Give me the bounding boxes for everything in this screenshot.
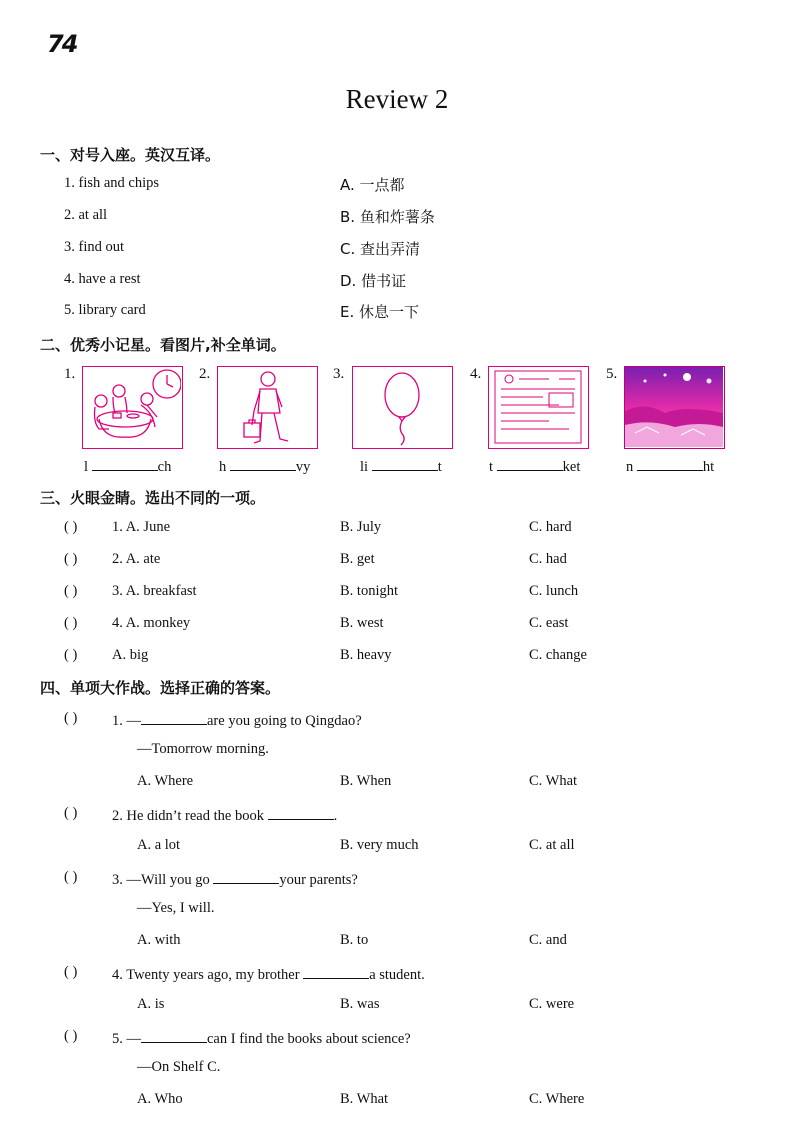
- q2-blank[interactable]: [268, 805, 334, 820]
- q1-reply: —Tomorrow morning.: [137, 741, 269, 757]
- s3-option-c-4: C. east: [529, 615, 569, 631]
- s3-paren-4[interactable]: ( ): [64, 615, 78, 631]
- s3-option-b-2: B. get: [340, 551, 375, 567]
- q1-option-b: B. When: [340, 773, 392, 789]
- s1-left-2: 2. at all: [64, 207, 108, 223]
- s3-paren-1[interactable]: ( ): [64, 519, 78, 535]
- heavy-picture: [217, 366, 318, 449]
- s3-paren-3[interactable]: ( ): [64, 583, 78, 599]
- q1-blank[interactable]: [141, 710, 207, 725]
- s3-option-a-3: 3. A. breakfast: [112, 583, 197, 599]
- s1-right-d: D. 借书证: [340, 272, 407, 290]
- ticket-picture: [488, 366, 589, 449]
- q1-paren[interactable]: ( ): [64, 710, 78, 726]
- s1-right-e: E. 休息一下: [340, 303, 420, 321]
- q2-option-a: A. a lot: [137, 837, 181, 853]
- s3-option-a-4: 4. A. monkey: [112, 615, 191, 631]
- word-3-blank[interactable]: [372, 456, 438, 471]
- q2-question: 2. He didn’t read the book .: [112, 805, 337, 825]
- q3-blank[interactable]: [213, 869, 279, 884]
- q5-option-a: A. Who: [137, 1091, 183, 1107]
- night-picture: [624, 366, 725, 449]
- word-5-blank[interactable]: [637, 456, 703, 471]
- s3-option-b-1: B. July: [340, 519, 382, 535]
- family-lunch-icon: [83, 367, 181, 447]
- q1-option-a: A. Where: [137, 773, 194, 789]
- s3-paren-2[interactable]: ( ): [64, 551, 78, 567]
- q1-option-c: C. What: [529, 773, 578, 789]
- s1-right-b: B. 鱼和炸薯条: [340, 208, 435, 226]
- s1-right-a: A. 一点都: [340, 176, 405, 194]
- pic-number-4: 4.: [470, 366, 482, 382]
- lunch-picture: [82, 366, 183, 449]
- q4-question: 4. Twenty years ago, my brother a student.: [112, 964, 425, 984]
- pic-number-1: 1.: [64, 366, 76, 382]
- pic-number-5: 5.: [606, 366, 618, 382]
- s3-option-b-3: B. tonight: [340, 583, 399, 599]
- balloon-icon: [353, 367, 451, 447]
- page-number: 74: [47, 30, 77, 58]
- pic-number-3: 3.: [333, 366, 345, 382]
- s1-right-c: C. 查出弄清: [340, 240, 421, 258]
- q4-option-c: C. were: [529, 996, 575, 1012]
- word-4: t ket: [489, 456, 580, 476]
- q3-paren[interactable]: ( ): [64, 869, 78, 885]
- q3-option-c: C. and: [529, 932, 567, 948]
- section-1-heading: 一、对号入座。英汉互译。: [40, 146, 221, 164]
- q5-blank[interactable]: [141, 1028, 207, 1043]
- s3-option-c-1: C. hard: [529, 519, 572, 535]
- s3-paren-5[interactable]: ( ): [64, 647, 78, 663]
- word-5: n ht: [626, 456, 714, 476]
- q2-option-b: B. very much: [340, 837, 419, 853]
- s3-option-c-5: C. change: [529, 647, 587, 663]
- q5-question: 5. — can I find the books about science?: [112, 1028, 411, 1048]
- q2-paren[interactable]: ( ): [64, 805, 78, 821]
- word-2-blank[interactable]: [230, 456, 296, 471]
- s3-option-a-1: 1. A. June: [112, 519, 170, 535]
- q1-question: 1. — are you going to Qingdao?: [112, 710, 362, 730]
- q4-paren[interactable]: ( ): [64, 964, 78, 980]
- word-2: h vy: [219, 456, 310, 476]
- s1-left-4: 4. have a rest: [64, 271, 141, 287]
- section-2-heading: 二、优秀小记星。看图片,补全单词。: [40, 336, 286, 354]
- s3-option-a-2: 2. A. ate: [112, 551, 161, 567]
- s3-option-c-2: C. had: [529, 551, 567, 567]
- ticket-icon: [489, 367, 587, 447]
- q3-reply: —Yes, I will.: [137, 900, 215, 916]
- q4-option-a: A. is: [137, 996, 165, 1012]
- q5-option-c: C. Where: [529, 1091, 585, 1107]
- s1-left-3: 3. find out: [64, 239, 125, 255]
- s1-left-1: 1. fish and chips: [64, 175, 160, 191]
- word-1: l ch: [84, 456, 171, 476]
- page-title: Review 2: [345, 84, 449, 114]
- section-3-heading: 三、火眼金睛。选出不同的一项。: [40, 489, 266, 507]
- word-3: li t: [360, 456, 442, 476]
- s3-option-a-5: A. big: [112, 647, 149, 663]
- word-4-blank[interactable]: [497, 456, 563, 471]
- pic-number-2: 2.: [199, 366, 211, 382]
- s3-option-b-5: B. heavy: [340, 647, 392, 663]
- q3-question: 3. —Will you go your parents?: [112, 869, 358, 889]
- q5-paren[interactable]: ( ): [64, 1028, 78, 1044]
- q4-option-b: B. was: [340, 996, 380, 1012]
- q3-option-b: B. to: [340, 932, 369, 948]
- s3-option-b-4: B. west: [340, 615, 384, 631]
- section-4-heading: 四、单项大作战。选择正确的答案。: [40, 679, 281, 697]
- night-sky-icon: [625, 367, 723, 447]
- s1-left-5: 5. library card: [64, 302, 146, 318]
- q2-option-c: C. at all: [529, 837, 575, 853]
- word-1-blank[interactable]: [92, 456, 158, 471]
- q4-blank[interactable]: [303, 964, 369, 979]
- q5-reply: —On Shelf C.: [137, 1059, 221, 1075]
- q3-option-a: A. with: [137, 932, 181, 948]
- man-with-suitcase-icon: [218, 367, 316, 447]
- s3-option-c-3: C. lunch: [529, 583, 579, 599]
- light-picture: [352, 366, 453, 449]
- q5-option-b: B. What: [340, 1091, 389, 1107]
